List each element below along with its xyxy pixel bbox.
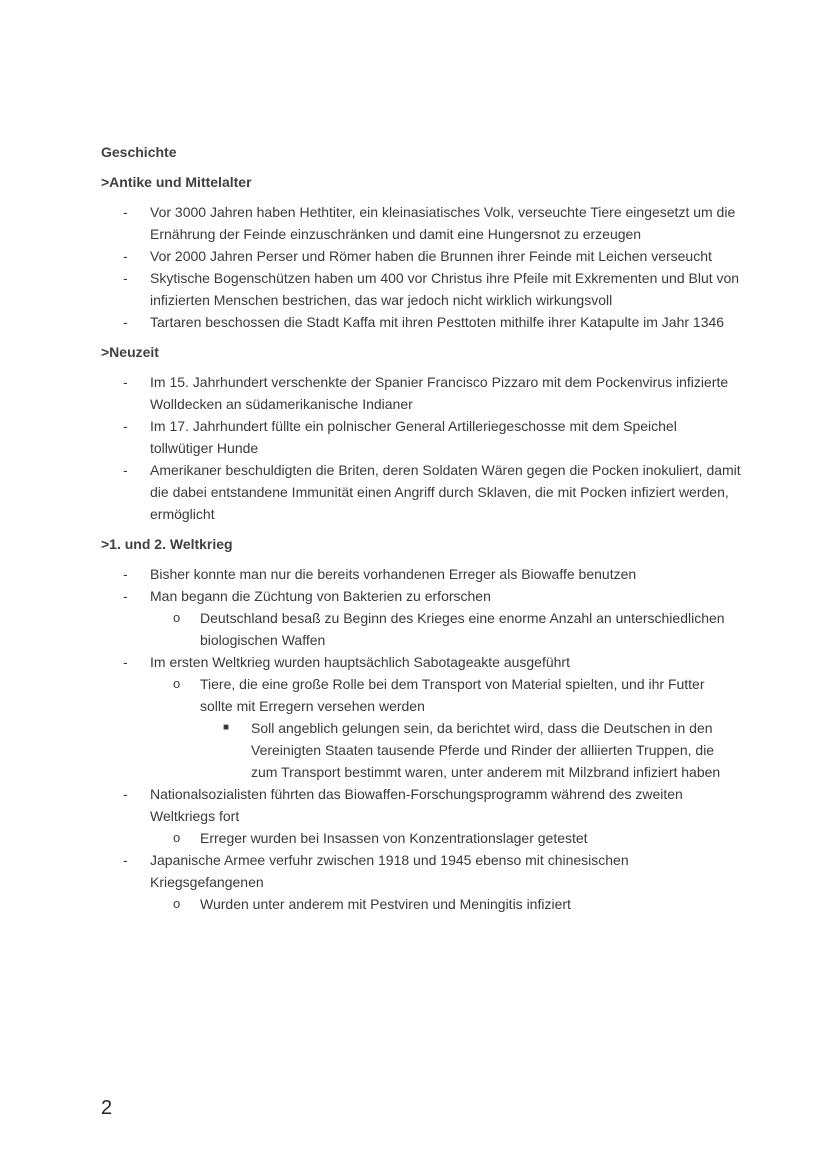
- dash-bullet: -: [123, 418, 128, 434]
- document-body: [101, 141, 741, 923]
- dash-bullet: -: [123, 588, 128, 604]
- dash-bullet: -: [123, 852, 128, 868]
- list-item: - Vor 3000 Jahren haben Hethtiter, ein kleinasiatisches Volk, verseuchte Tiere eingesetzt um die Ernährung der Feinde einzuschränken und damit eine Hungersnot zu erzeugen: [101, 201, 741, 245]
- sub-sub-list: [200, 717, 741, 783]
- square-bullet: ■: [223, 722, 230, 733]
- section-heading: >Antike und Mittelalter: [101, 174, 252, 190]
- dash-bullet: -: [123, 204, 128, 220]
- list-item: - Bisher konnte man nur die bereits vorhandenen Erreger als Biowaffe benutzen: [101, 563, 741, 585]
- sub-list-item: o Tiere, die eine große Rolle bei dem Transport von Material spielten, und ihr Futter sollte mit Erregern versehen werden ■ Soll angeblich gelungen sein, da berichtet wird, dass die Deutschen in den Vereinigten Staaten tausende Pferde und Rinder der alliierten Truppen, die zum Transport bestimmt waren, unter anderem mit Milzbrand infiziert haben: [150, 673, 741, 783]
- list-item: - Nationalsozialisten führten das Biowaffen-Forschungsprogramm während des zweiten Weltkriegs fort o Erreger wurden bei Insassen von Konzentrationslager getestet: [101, 783, 741, 849]
- sub-list-item: o Wurden unter anderem mit Pestviren und Meningitis infiziert: [150, 893, 741, 915]
- dash-bullet: -: [123, 786, 128, 802]
- sub-list: [150, 893, 741, 915]
- circle-bullet: o: [173, 896, 181, 911]
- dash-bullet: -: [123, 462, 128, 478]
- dash-bullet: -: [123, 314, 128, 330]
- list-item: - Vor 2000 Jahren Perser und Römer haben die Brunnen ihrer Feinde mit Leichen verseucht: [101, 245, 741, 267]
- sub-list: [150, 673, 741, 783]
- list-item: - Im 15. Jahrhundert verschenkte der Spanier Francisco Pizzaro mit dem Pockenvirus infizierte Wolldecken an südamerikanische Indianer: [101, 371, 741, 415]
- dash-bullet: -: [123, 374, 128, 390]
- circle-bullet: o: [173, 610, 181, 625]
- dash-bullet: -: [123, 270, 128, 286]
- bullet-list: [101, 201, 741, 333]
- page-number: 2: [101, 1097, 113, 1119]
- dash-bullet: -: [123, 566, 128, 582]
- list-item: - Japanische Armee verfuhr zwischen 1918 und 1945 ebenso mit chinesischen Kriegsgefangenen o Wurden unter anderem mit Pestviren und Meningitis infiziert: [101, 849, 741, 915]
- section-heading: >Neuzeit: [101, 344, 159, 360]
- bullet-list: [101, 371, 741, 525]
- sub-list: [150, 827, 741, 849]
- sub-sub-list-item: ■ Soll angeblich gelungen sein, da berichtet wird, dass die Deutschen in den Vereinigten Staaten tausende Pferde und Rinder der alliierten Truppen, die zum Transport bestimmt waren, unter anderem mit Milzbrand infiziert haben: [200, 717, 741, 783]
- sub-list-item: o Deutschland besaß zu Beginn des Krieges eine enorme Anzahl an unterschiedlichen biologischen Waffen: [150, 607, 741, 651]
- bullet-list: [101, 563, 741, 915]
- list-item: - Skytische Bogenschützen haben um 400 vor Christus ihre Pfeile mit Exkrementen und Blut von infizierten Menschen bestrichen, das war jedoch nicht wirklich wirkungsvoll: [101, 267, 741, 311]
- list-item: - Tartaren beschossen die Stadt Kaffa mit ihren Pesttoten mithilfe ihrer Katapulte im Jahr 1346: [101, 311, 741, 333]
- list-item: - Amerikaner beschuldigten die Briten, deren Soldaten Wären gegen die Pocken inokuliert, damit die dabei entstandene Immunität einen Angriff durch Sklaven, die mit Pocken infiziert werden, ermöglicht: [101, 459, 741, 525]
- sub-list: [150, 607, 741, 651]
- sub-list-item: o Erreger wurden bei Insassen von Konzentrationslager getestet: [150, 827, 741, 849]
- list-item: - Im ersten Weltkrieg wurden hauptsächlich Sabotageakte ausgeführt o Tiere, die eine große Rolle bei dem Transport von Material spielten, und ihr Futter sollte mit Erregern versehen werden ■ Soll angeblich gelungen sein, da berichtet wird, dass die Deutschen in den Vereinigten Staaten tausende Pferde und Rinder der alliierten Truppen, die zum Transport bestimmt waren, unter anderem mit Milzbrand infiziert haben: [101, 651, 741, 783]
- section-heading: >1. und 2. Weltkrieg: [101, 536, 233, 552]
- list-item: - Im 17. Jahrhundert füllte ein polnischer General Artilleriegeschosse mit dem Speichel tollwütiger Hunde: [101, 415, 741, 459]
- circle-bullet: o: [173, 830, 181, 845]
- circle-bullet: o: [173, 676, 181, 691]
- document-title: Geschichte: [101, 144, 177, 160]
- dash-bullet: -: [123, 654, 128, 670]
- dash-bullet: -: [123, 248, 128, 264]
- list-item: - Man begann die Züchtung von Bakterien zu erforschen o Deutschland besaß zu Beginn des Krieges eine enorme Anzahl an unterschiedlichen biologischen Waffen: [101, 585, 741, 651]
